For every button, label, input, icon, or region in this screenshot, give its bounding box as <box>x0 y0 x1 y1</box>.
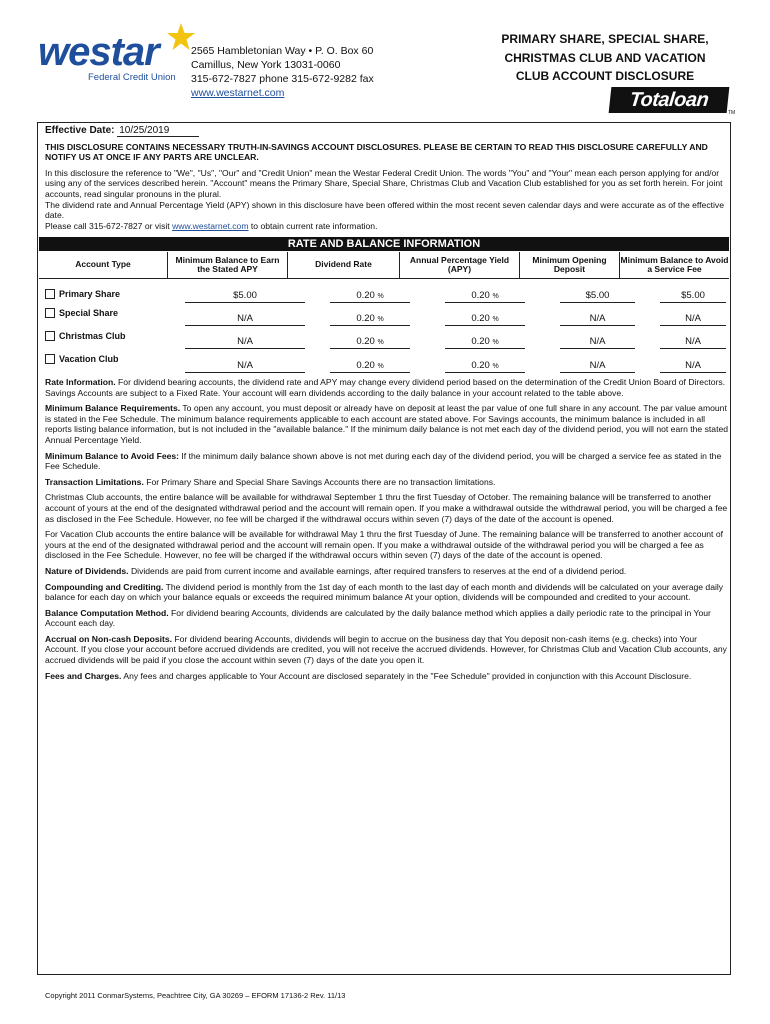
dividend-rate-cell <box>330 313 410 326</box>
dividend-rate-value: 0.20 <box>356 313 375 324</box>
min-balance-apy-cell: $5.00 <box>185 290 305 303</box>
balance-computation-section <box>45 608 728 629</box>
checkbox[interactable] <box>45 331 55 341</box>
section-text: For Primary Share and Special Share Savings Accounts there are no transaction limitations. <box>143 476 496 487</box>
table-row <box>45 308 118 318</box>
address-block <box>191 44 374 100</box>
dividend-rate-value: 0.20 <box>356 336 375 347</box>
section-heading: Fees and Charges. <box>45 670 122 681</box>
percent-sign: % <box>492 363 499 370</box>
minimum-balance-section <box>45 403 728 445</box>
account-type-label: Christmas Club <box>59 331 126 341</box>
section-heading: Rate Information. <box>45 377 116 387</box>
apy-value: 0.20 <box>471 336 490 347</box>
apy-cell <box>445 336 525 349</box>
checkbox[interactable] <box>45 354 55 364</box>
rate-information-section <box>45 377 728 398</box>
table-row <box>45 331 126 341</box>
dividend-rate-cell <box>330 336 410 349</box>
text: Please call 315-672-7827 or visit <box>45 220 173 231</box>
apy-value: 0.20 <box>471 360 490 371</box>
nature-of-dividends-section <box>45 566 728 577</box>
effective-date-value: 10/25/2019 <box>117 125 199 137</box>
dividend-rate-cell <box>330 360 410 373</box>
min-balance-fee-cell: N/A <box>660 360 726 373</box>
apy-value: 0.20 <box>471 313 490 324</box>
document-title <box>470 30 740 86</box>
dividend-rate-value: 0.20 <box>356 290 375 301</box>
title-line: CLUB ACCOUNT DISCLOSURE <box>515 69 695 83</box>
rate-table-header <box>39 252 729 279</box>
apy-cell <box>445 360 525 373</box>
logo-subtitle: Federal Credit Union <box>88 72 176 83</box>
logo-wordmark: westar <box>38 30 159 74</box>
accrual-section <box>45 634 728 666</box>
header-apy: Annual Percentage Yield (APY) <box>399 252 519 278</box>
header-min-opening-deposit: Minimum Opening Deposit <box>519 252 619 278</box>
section-heading: Minimum Balance to Avoid Fees: <box>45 450 180 461</box>
table-row <box>45 354 119 364</box>
christmas-club-section: Christmas Club accounts, the entire balance will be available for withdrawal September 1 thru the first Tuesday of October. The remaining balance will be transferred to another account of yours at the end of the designated withdrawal period and the account will remain open. If you make a withdrawal outside the withdrawal period, you will be charged a fee as disclosed in the Fee Schedule. However, no fee will be charged if the withdrawal occurs within seven (7) days of the date of the account is opened. <box>45 492 728 524</box>
section-text: For dividend bearing Accounts, dividends will begin to accrue on the business day that You deposit non-cash items (e.g. checks) into Your Account. If you close your account before accrued dividends are credited, you will not receive the accrued dividends. However, for Christmas Club and Vacation Club accounts, any accrued dividends will be paid if you close the account within seven (7) days of the date you open it. <box>45 633 727 666</box>
minimum-fee-section <box>45 451 728 472</box>
min-opening-deposit-cell: $5.00 <box>560 290 635 303</box>
percent-sign: % <box>492 316 499 323</box>
section-text: To open any account, you must deposit or already have on deposit at least the par value of one full share in any account. The par value amount is stated in the Fee Schedule. The minimum balance requirements applicable to each account are stated above. For Savings accounts, the minimum balance is included in all reports listing balance information, but is not included in the "available balance." If the minimum daily balance is not met each day of the dividend period, you will not earn the stated Annual Percentage Yield. <box>45 403 729 445</box>
section-text: Dividends are paid from current income and available earnings, after required transfers to reserves at the end of a dividend period. <box>128 565 627 576</box>
min-balance-fee-cell: N/A <box>660 313 726 326</box>
section-text: The dividend period is monthly from the 1st day of each month to the last day of each month and dividends will be calculated on your average daily balance for each day on which your balance equals or exceeds the required minimum balance At your option, dividends will be compounded and credited to your account. <box>45 581 724 603</box>
section-text: For dividend bearing accounts, the dividend rate and APY may change every dividend period based on the determination of the Credit Union Board of Directors. Savings Accounts are subject to a Fixed Rate. Your account will earn dividends according to the daily balance in your account related to the table above. <box>45 377 726 398</box>
section-heading: Compounding and Crediting. <box>45 581 164 592</box>
dividend-rate-cell <box>330 290 410 303</box>
section-text: For dividend bearing Accounts, dividends are calculated by the daily balance method which applies a daily periodic rate to the principal in Your Account each day. <box>45 607 711 629</box>
address-line: 2565 Hambletonian Way • P. O. Box 60 <box>191 45 374 57</box>
percent-sign: % <box>377 363 384 370</box>
percent-sign: % <box>377 316 384 323</box>
intro-paragraph: The dividend rate and Annual Percentage Yield (APY) shown in this disclosure have been offered within the most recent seven calendar days and were accurate as of the effective date. <box>45 199 724 221</box>
account-type-label: Vacation Club <box>59 354 119 364</box>
min-balance-apy-cell: N/A <box>185 313 305 326</box>
table-row <box>45 289 120 299</box>
compounding-section <box>45 582 728 603</box>
trademark-mark: TM <box>728 110 736 116</box>
intro-section <box>45 126 728 231</box>
percent-sign: % <box>377 339 384 346</box>
apy-cell <box>445 290 525 303</box>
westar-logo <box>38 28 190 86</box>
warning-text: THIS DISCLOSURE CONTAINS NECESSARY TRUTH-IN-SAVINGS ACCOUNT DISCLOSURES. PLEASE BE CERTAIN TO READ THIS DISCLOSURE CAREFULLY AND NOTIFY US AT ONCE IF ANY PARTS ARE UNCLEAR. <box>45 141 708 163</box>
title-line: PRIMARY SHARE, SPECIAL SHARE, <box>501 32 709 46</box>
vacation-club-section: For Vacation Club accounts the entire balance will be available for withdrawal May 1 thru the first Tuesday of June. The remaining balance will be transferred to another account of yours at the end of the designated withdrawal period and the account will remain open. If you make a withdrawal outside of the withdrawal period you will be charged a fee as disclosed in the Fee Schedule. However, no fee will be charged if the withdrawal occurs within seven (7) days of the date of the account is opened. <box>45 529 724 561</box>
dividend-rate-value: 0.20 <box>356 360 375 371</box>
section-heading: Accrual on Non-cash Deposits. <box>45 633 173 644</box>
min-balance-fee-cell: $5.00 <box>660 290 726 303</box>
section-text: If the minimum daily balance shown above is not met during each day of the dividend period, you will be charged a service fee as stated in the Fee Schedule. <box>45 450 722 472</box>
effective-date <box>45 126 728 137</box>
disclosure-sections <box>45 377 728 686</box>
section-heading: Minimum Balance Requirements. <box>45 403 181 414</box>
percent-sign: % <box>377 293 384 300</box>
section-heading: Transaction Limitations. <box>45 476 144 487</box>
effective-date-label: Effective Date: <box>45 125 115 136</box>
min-opening-deposit-cell: N/A <box>560 336 635 349</box>
phone-line: 315-672-7827 phone 315-672-9282 fax <box>191 73 374 85</box>
section-heading: Nature of Dividends. <box>45 565 129 576</box>
section-text: Any fees and charges applicable to Your Account are disclosed separately in the "Fee Schedule" provided in conjunction with this Account Disclosure. <box>121 670 692 681</box>
copyright-footer: Copyright 2011 ConmarSystems, Peachtree City, GA 30269 – EFORM 17136-2 Rev. 11/13 <box>45 991 346 1000</box>
checkbox[interactable] <box>45 289 55 299</box>
transaction-limitations-section <box>45 477 728 488</box>
rate-table-title: RATE AND BALANCE INFORMATION <box>39 237 729 251</box>
min-opening-deposit-cell: N/A <box>560 360 635 373</box>
rate-info-paragraph <box>45 221 728 232</box>
apy-value: 0.20 <box>471 290 490 301</box>
fees-section <box>45 671 728 682</box>
percent-sign: % <box>492 293 499 300</box>
min-balance-fee-cell: N/A <box>660 336 726 349</box>
website-link[interactable]: www.westarnet.com <box>191 87 285 99</box>
account-type-label: Special Share <box>59 308 119 318</box>
title-line: CHRISTMAS CLUB AND VACATION <box>504 50 706 65</box>
text: to obtain current rate information. <box>248 220 378 231</box>
checkbox[interactable] <box>45 308 55 318</box>
website-link[interactable]: www.westarnet.com <box>172 220 249 231</box>
intro-paragraph: In this disclosure the reference to "We", "Us", "Our" and "Credit Union" mean the Westar Federal Credit Union. The words "You" and "Your" mean each person applying for and/or using any of the services described herein. "Account" means the Primary Share, Special Share, Christmas Club and Vacation Club established for you as set forth herein. For joint accounts, read singular pronouns in the plural. <box>45 167 723 199</box>
apy-cell <box>445 313 525 326</box>
header-min-balance-fee: Minimum Balance to Avoid a Service Fee <box>619 252 729 278</box>
header-dividend-rate: Dividend Rate <box>287 252 399 278</box>
min-balance-apy-cell: N/A <box>185 336 305 349</box>
min-opening-deposit-cell: N/A <box>560 313 635 326</box>
header-account-type: Account Type <box>75 259 131 270</box>
min-balance-apy-cell: N/A <box>185 360 305 373</box>
totaloan-logo: Totaloan <box>609 87 730 113</box>
account-type-label: Primary Share <box>59 289 121 299</box>
header-min-balance-apy: Minimum Balance to Earn the Stated APY <box>167 252 287 278</box>
section-heading: Balance Computation Method. <box>45 607 169 618</box>
percent-sign: % <box>492 339 499 346</box>
address-line: Camillus, New York 13031-0060 <box>191 59 341 71</box>
